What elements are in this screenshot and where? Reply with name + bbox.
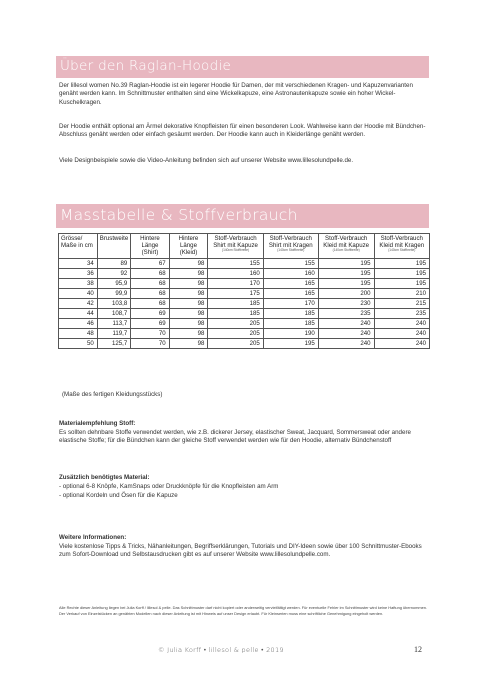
header-label: Stoff-Verbrauch Kleid mit Kragen <box>379 235 425 250</box>
table-cell: 70 <box>131 339 169 349</box>
table-cell: 92 <box>97 268 130 278</box>
table-cell: 44 <box>59 309 98 319</box>
table-cell: 36 <box>59 268 98 278</box>
table-cell: 89 <box>97 258 130 268</box>
table-caption: (Maße des fertigen Kleidungsstücks) <box>62 391 163 398</box>
header-sublabel: (140cm Stoffbreite) <box>388 248 416 253</box>
table-cell: 34 <box>59 258 98 268</box>
table-header-row <box>59 234 430 259</box>
table-cell: 185 <box>263 319 318 329</box>
extra-material-line-2: - optional Kordeln und Ösen für die Kapuze <box>59 492 178 499</box>
info-heading: Weitere Informationen: <box>59 534 127 541</box>
table-header-cell <box>59 234 98 259</box>
table-cell: 95,9 <box>97 278 130 288</box>
table-cell: 175 <box>208 288 263 298</box>
table-cell: 240 <box>318 329 374 339</box>
table-cell: 103,8 <box>97 298 130 308</box>
table-row <box>59 278 430 288</box>
header-label: Hintere Länge (Shirt) <box>140 235 160 257</box>
table-cell: 42 <box>59 298 98 308</box>
table-header-cell <box>208 234 263 259</box>
table-cell: 98 <box>169 339 208 349</box>
table-cell: 98 <box>169 278 208 288</box>
header-sublabel: (140cm Stoffbreite) <box>222 248 250 253</box>
table-cell: 98 <box>169 329 208 339</box>
table-cell: 165 <box>263 288 318 298</box>
table-cell: 119,7 <box>97 329 130 339</box>
table-cell: 195 <box>374 278 429 288</box>
table-cell: 68 <box>131 298 169 308</box>
legal-notice: Alle Rechte dieser Anleitung liegen bei Julia Korff / lillesol & pelle. Das Schnittmuster darf nicht kopiert oder anderweitig vervielfältigt werden. Für eventuelle Fehler im Schnittmuster wird keine Haftung übernommen. Der Verkauf von Einzelstücken an genähten Modellen nach dieser Anleitung ist mit Hinweis auf unser Design erlaubt. Für Kleinserien muss eine schriftliche Genehmigung eingeholt werden. <box>59 605 427 616</box>
table-cell: 170 <box>263 298 318 308</box>
table-header-cell <box>97 234 130 259</box>
table-cell: 240 <box>318 319 374 329</box>
table-cell: 98 <box>169 298 208 308</box>
table-cell: 98 <box>169 319 208 329</box>
table-cell: 195 <box>374 268 429 278</box>
table-cell: 98 <box>169 288 208 298</box>
table-cell: 99,9 <box>97 288 130 298</box>
website-paragraph: Viele Designbeispiele sowie die Video-Anleitung befinden sich auf unserer Website www.lillesolundpelle.de. <box>59 157 354 164</box>
section-title-about: Über den Raglan-Hoodie <box>60 58 232 74</box>
table-cell: 68 <box>131 278 169 288</box>
section-title-measurements: Masstabelle & Stoffverbrauch <box>60 206 298 224</box>
table-row <box>59 268 430 278</box>
extra-material-heading: Zusätzlich benötigtes Material: <box>59 474 150 481</box>
table-cell: 185 <box>208 309 263 319</box>
table-cell: 160 <box>263 268 318 278</box>
table-cell: 98 <box>169 268 208 278</box>
table-cell: 195 <box>318 258 374 268</box>
table-cell: 240 <box>374 329 429 339</box>
table-cell: 195 <box>318 268 374 278</box>
table-cell: 200 <box>318 288 374 298</box>
info-text: Viele kostenlose Tipps & Tricks, Nähanleitungen, Begriffserklärungen, Tutorials und DIY-Ideen sowie über 100 Schnittmuster-Ebooks zum Sofort-Download und Selbstausdrucken gibt es auf unserer Website www.lillesolundpelle.com. <box>59 543 422 559</box>
table-cell: 235 <box>374 309 429 319</box>
header-sublabel: (140cm Stoffbreite) <box>332 248 360 253</box>
table-cell: 205 <box>208 319 263 329</box>
header-label: Brustweite <box>99 235 129 242</box>
table-cell: 240 <box>374 339 429 349</box>
size-table-body <box>59 258 430 349</box>
table-cell: 68 <box>131 288 169 298</box>
table-cell: 50 <box>59 339 98 349</box>
header-label: Stoff-Verbrauch Shirt mit Kapuze <box>213 235 258 250</box>
table-row <box>59 339 430 349</box>
table-cell: 155 <box>263 258 318 268</box>
table-cell: 46 <box>59 319 98 329</box>
table-cell: 185 <box>208 298 263 308</box>
table-header-cell <box>169 234 208 259</box>
table-row <box>59 258 430 268</box>
material-heading: Materialempfehlung Stoff: <box>59 420 136 427</box>
table-cell: 240 <box>374 319 429 329</box>
extra-material-line-1: - optional 6-8 Knöpfe, KamSnaps oder Druckknöpfe für die Knopfleisten am Arm <box>59 483 279 490</box>
table-cell: 48 <box>59 329 98 339</box>
table-cell: 165 <box>263 278 318 288</box>
table-cell: 235 <box>318 309 374 319</box>
header-label: Grösse/ Maße in cm <box>61 235 93 250</box>
table-cell: 195 <box>263 339 318 349</box>
table-cell: 40 <box>59 288 98 298</box>
table-cell: 170 <box>208 278 263 288</box>
table-cell: 190 <box>263 329 318 339</box>
table-header-cell <box>374 234 429 259</box>
page-number: 12 <box>414 645 422 654</box>
table-cell: 205 <box>208 339 263 349</box>
table-cell: 210 <box>374 288 429 298</box>
table-row <box>59 298 430 308</box>
table-cell: 38 <box>59 278 98 288</box>
table-cell: 215 <box>374 298 429 308</box>
table-row <box>59 309 430 319</box>
table-header-cell <box>263 234 318 259</box>
table-row <box>59 319 430 329</box>
table-cell: 70 <box>131 329 169 339</box>
table-cell: 69 <box>131 319 169 329</box>
table-cell: 195 <box>318 278 374 288</box>
table-cell: 240 <box>318 339 374 349</box>
table-cell: 67 <box>131 258 169 268</box>
table-cell: 155 <box>208 258 263 268</box>
material-text: Es sollten dehnbare Stoffe verwendet werden, wie z.B. dickerer Jersey, elastischer Sweat, Jacquard, Sommersweat oder andere elastische Stoffe; für die Bündchen kann der gleiche Stoff verwendet werden wie für den Hoodie, alternativ Bündchenstoff <box>59 429 411 445</box>
table-cell: 68 <box>131 268 169 278</box>
intro-paragraph: Der lillesol women No.39 Raglan-Hoodie ist ein legerer Hoodie für Damen, der mit verschiedenen Kragen- und Kapuzenvarianten genäht werden kann. Im Schnittmuster enthalten sind eine Wickelkapuze, eine Astronautenkapuze sowie ein hoher Wickel-Kuschelkragen. <box>59 82 413 106</box>
table-cell: 125,7 <box>97 339 130 349</box>
header-sublabel: (140cm Stoffbreite) <box>277 248 305 253</box>
size-table <box>58 233 430 349</box>
table-cell: 160 <box>208 268 263 278</box>
table-cell: 108,7 <box>97 309 130 319</box>
table-cell: 230 <box>318 298 374 308</box>
footer-signature: © Julia Korff • lillesol & pelle • 2019 <box>158 646 284 654</box>
header-label: Hintere Länge (Kleid) <box>178 235 199 257</box>
table-cell: 98 <box>169 258 208 268</box>
table-cell: 113,7 <box>97 319 130 329</box>
table-cell: 195 <box>374 258 429 268</box>
table-row <box>59 329 430 339</box>
table-row <box>59 288 430 298</box>
header-label: Stoff-Verbrauch Shirt mit Kragen <box>268 235 313 250</box>
table-cell: 69 <box>131 309 169 319</box>
table-cell: 205 <box>208 329 263 339</box>
table-header-cell <box>318 234 374 259</box>
features-paragraph: Der Hoodie enthält optional am Ärmel dekorative Knopfleisten für einen besonderen Look. Wahlweise kann der Hoodie mit Bündchen-Abschluss genäht werden oder einfach gesäumt werden. Der Hoodie kann auch in Kleiderlänge genäht werden. <box>59 123 426 139</box>
table-cell: 98 <box>169 309 208 319</box>
table-header-cell <box>131 234 169 259</box>
table-cell: 185 <box>263 309 318 319</box>
header-label: Stoff-Verbrauch Kleid mit Kapuze <box>323 235 370 250</box>
